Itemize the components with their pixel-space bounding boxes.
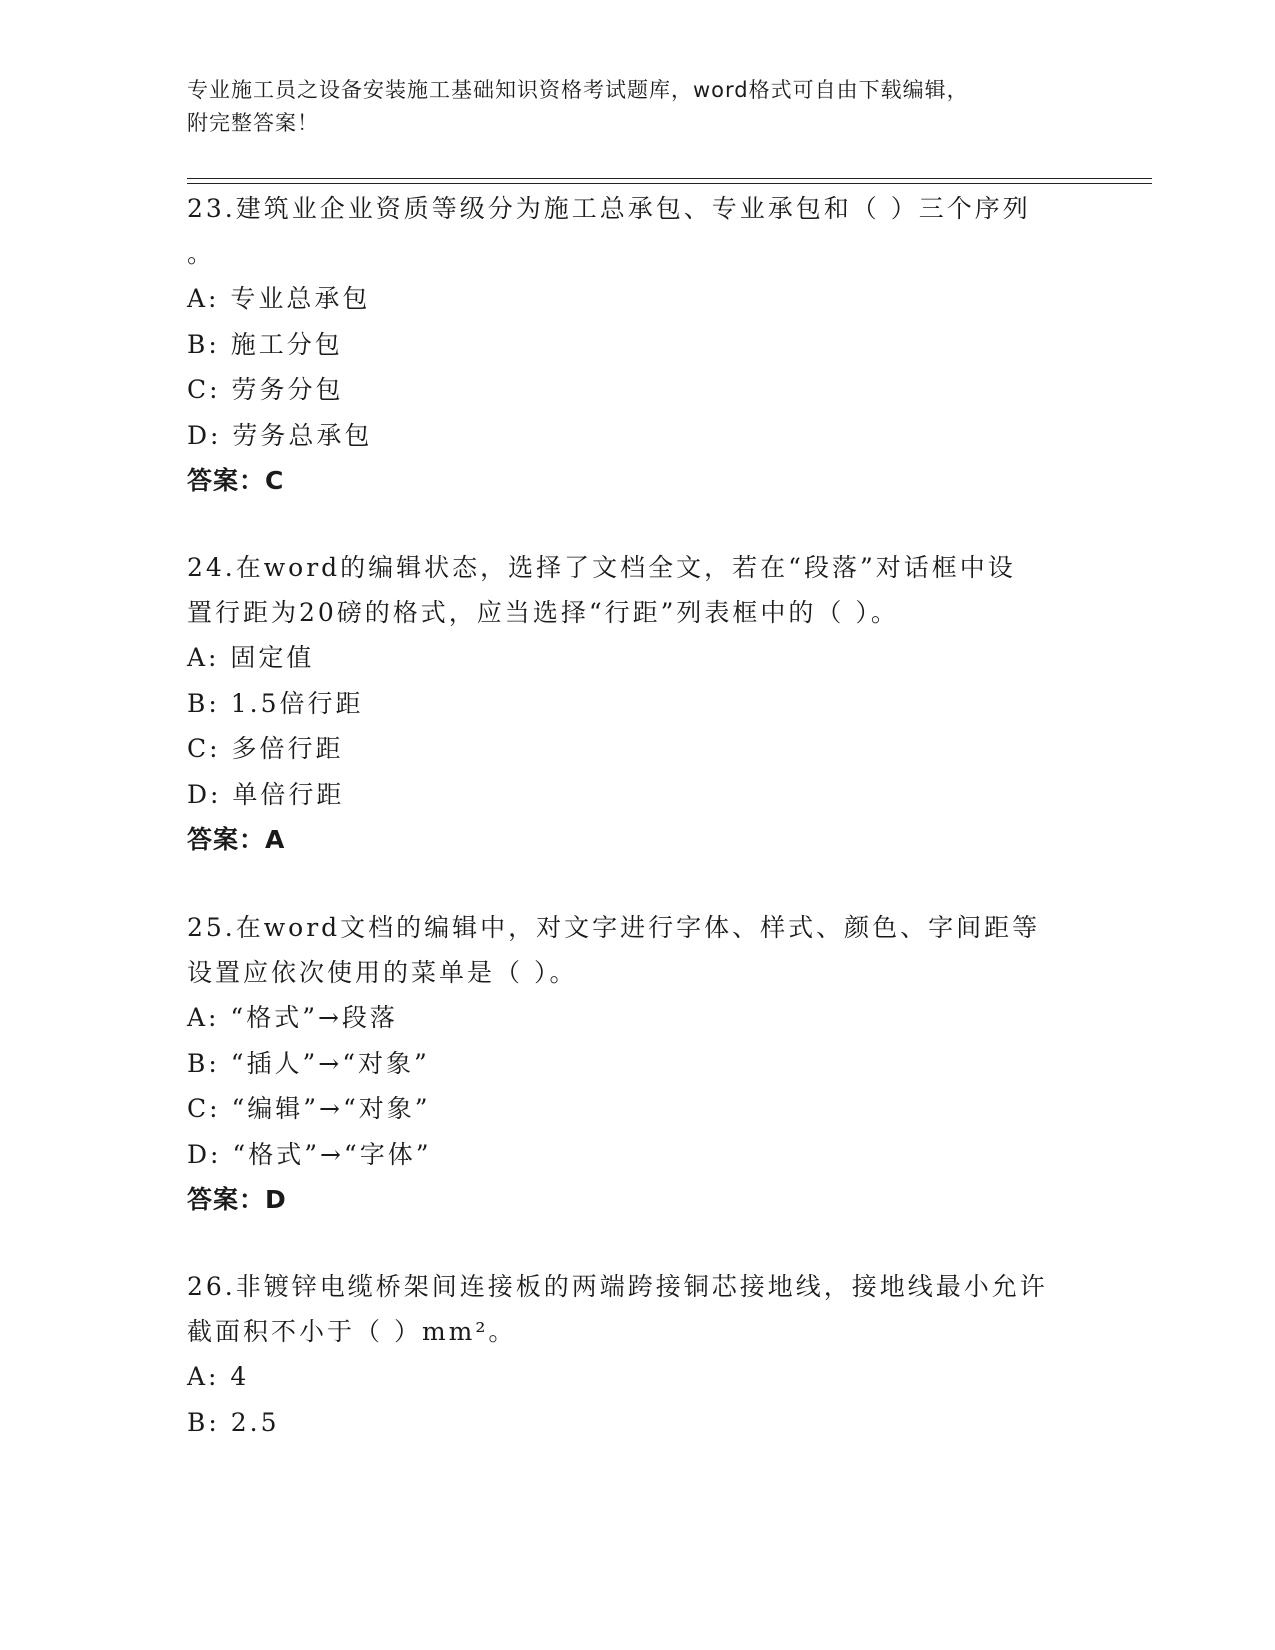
question-stem-line-2: 。	[187, 239, 216, 268]
header-line-2: 附完整答案！	[187, 111, 319, 135]
option-b: B: 1.5倍行距	[187, 688, 364, 718]
question-stem-line-2: 设置应依次使用的菜单是（ ）。	[187, 958, 578, 987]
option-b: B: 2.5	[187, 1407, 280, 1437]
option-a: A: “格式”→段落	[187, 1003, 398, 1032]
header-line-1: 专业施工员之设备安装施工基础知识资格考试题库，word格式可自由下载编辑，	[187, 78, 969, 102]
header-divider-bottom	[187, 183, 1152, 184]
question-26	[187, 1264, 1067, 1445]
option-a: A: 固定值	[187, 643, 315, 672]
option-c: C: 劳务分包	[187, 375, 344, 404]
answer: 答案：D	[187, 1185, 287, 1214]
question-stem-line-1: 23.建筑业企业资质等级分为施工总承包、专业承包和（ ）三个序列	[187, 194, 1031, 223]
document-header	[187, 74, 1067, 140]
option-d: D: 劳务总承包	[187, 420, 373, 450]
option-b: B: 施工分包	[187, 329, 343, 359]
option-b: B: “插人”→“对象”	[187, 1048, 430, 1078]
question-23	[187, 186, 1067, 503]
question-25	[187, 905, 1067, 1222]
answer: 答案：A	[187, 825, 286, 854]
option-c: C: “编辑”→“对象”	[187, 1094, 431, 1123]
answer: 答案：C	[187, 466, 285, 495]
question-stem-line-1: 25.在word文档的编辑中，对文字进行字体、样式、颜色、字间距等	[187, 913, 1041, 942]
question-stem-line-2: 置行距为20磅的格式，应当选择“行距”列表框中的（ ）。	[187, 598, 899, 627]
option-d: D: “格式”→“字体”	[187, 1139, 432, 1169]
question-stem-line-1: 24.在word的编辑状态，选择了文档全文，若在“段落”对话框中设	[187, 553, 1016, 582]
option-d: D: 单倍行距	[187, 779, 345, 809]
option-a: A: 专业总承包	[187, 284, 371, 313]
question-24	[187, 545, 1067, 862]
question-stem-line-1: 26.非镀锌电缆桥架间连接板的两端跨接铜芯接地线，接地线最小允许	[187, 1272, 1048, 1301]
question-stem-line-2: 截面积不小于（ ）mm²。	[187, 1317, 517, 1346]
option-c: C: 多倍行距	[187, 734, 344, 763]
option-a: A: 4	[187, 1362, 250, 1391]
header-divider-top	[187, 178, 1152, 179]
